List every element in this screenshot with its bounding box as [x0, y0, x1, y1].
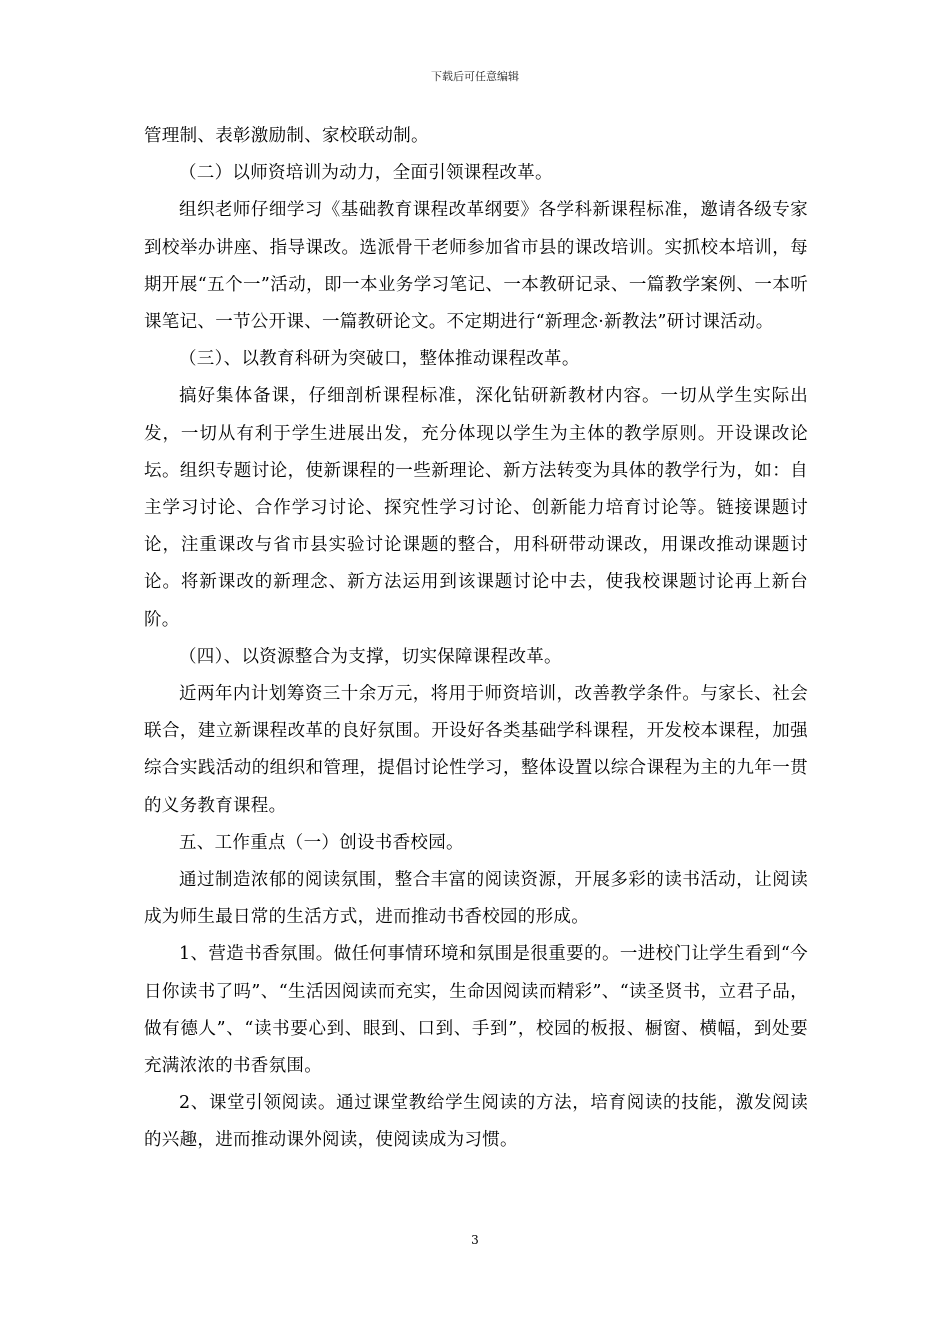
body-text — [144, 118, 808, 1160]
section-heading: 五、工作重点（一）创设书香校园。 — [179, 832, 464, 853]
header-note: 下载后可任意编辑 — [431, 70, 519, 83]
section-heading: （三）、以教育科研为突破口，整体推动课程改革。 — [179, 349, 580, 370]
paragraph: 2、课堂引领阅读。通过课堂教给学生阅读的方法，培育阅读的技能，激发阅读的兴趣，进而推动课外阅读，使阅读成为习惯。 — [144, 1093, 808, 1151]
paragraph: 近两年内计划筹资三十余万元，将用于师资培训，改善教学条件。与家长、社会联合，建立新课程改革的良好氛围。开设好各类基础学科课程，开发校本课程，加强综合实践活动的组织和管理，提倡讨论性学习，整体设置以综合课程为主的九年一贯的义务教育课程。 — [144, 684, 808, 816]
paragraph: 1、营造书香氛围。做任何事情环境和氛围是很重要的。一进校门让学生看到“今日你读书了吗”、“生活因阅读而充实，生命因阅读而精彩”、“读圣贤书，立君子品，做有德人”、“读书要心到、眼到、口到、手到”，校园的板报、橱窗、横幅，到处要充满浓浓的书香氛围。 — [144, 944, 808, 1077]
section-heading: （四）、以资源整合为支撑，切实保障课程改革。 — [179, 646, 562, 667]
paragraph: 通过制造浓郁的阅读氛围，整合丰富的阅读资源，开展多彩的读书活动，让阅读成为师生最日常的生活方式，进而推动书香校园的形成。 — [144, 870, 808, 928]
page-number: 3 — [471, 1233, 479, 1247]
paragraph: 搞好集体备课，仔细剖析课程标准，深化钻研新教材内容。一切从学生实际出发，一切从有利于学生进展出发，充分体现以学生为主体的教学原则。开设课改论坛。组织专题讨论，使新课程的一些新理论、新方法转变为具体的教学行为，如：自主学习讨论、合作学习讨论、探究性学习讨论、创新能力培育讨论等。链接课题讨论，注重课改与省市县实验讨论课题的整合，用科研带动课改，用课改推动课题讨论。将新课改的新理念、新方法运用到该课题讨论中去，使我校课题讨论再上新台阶。 — [144, 386, 808, 630]
section-heading: （二）以师资培训为动力，全面引领课程改革。 — [179, 163, 553, 184]
paragraph: 组织老师仔细学习《基础教育课程改革纲要》各学科新课程标准，邀请各级专家到校举办讲座、指导课改。选派骨干老师参加省市县的课改培训。实抓校本培训，每期开展“五个一”活动，即一本业务学习笔记、一本教研记录、一篇教学案例、一本听课笔记、一节公开课、一篇教研论文。不定期进行“新理念·新教法”研讨课活动。 — [144, 200, 808, 333]
paragraph: 管理制、表彰激励制、家校联动制。 — [144, 126, 429, 146]
